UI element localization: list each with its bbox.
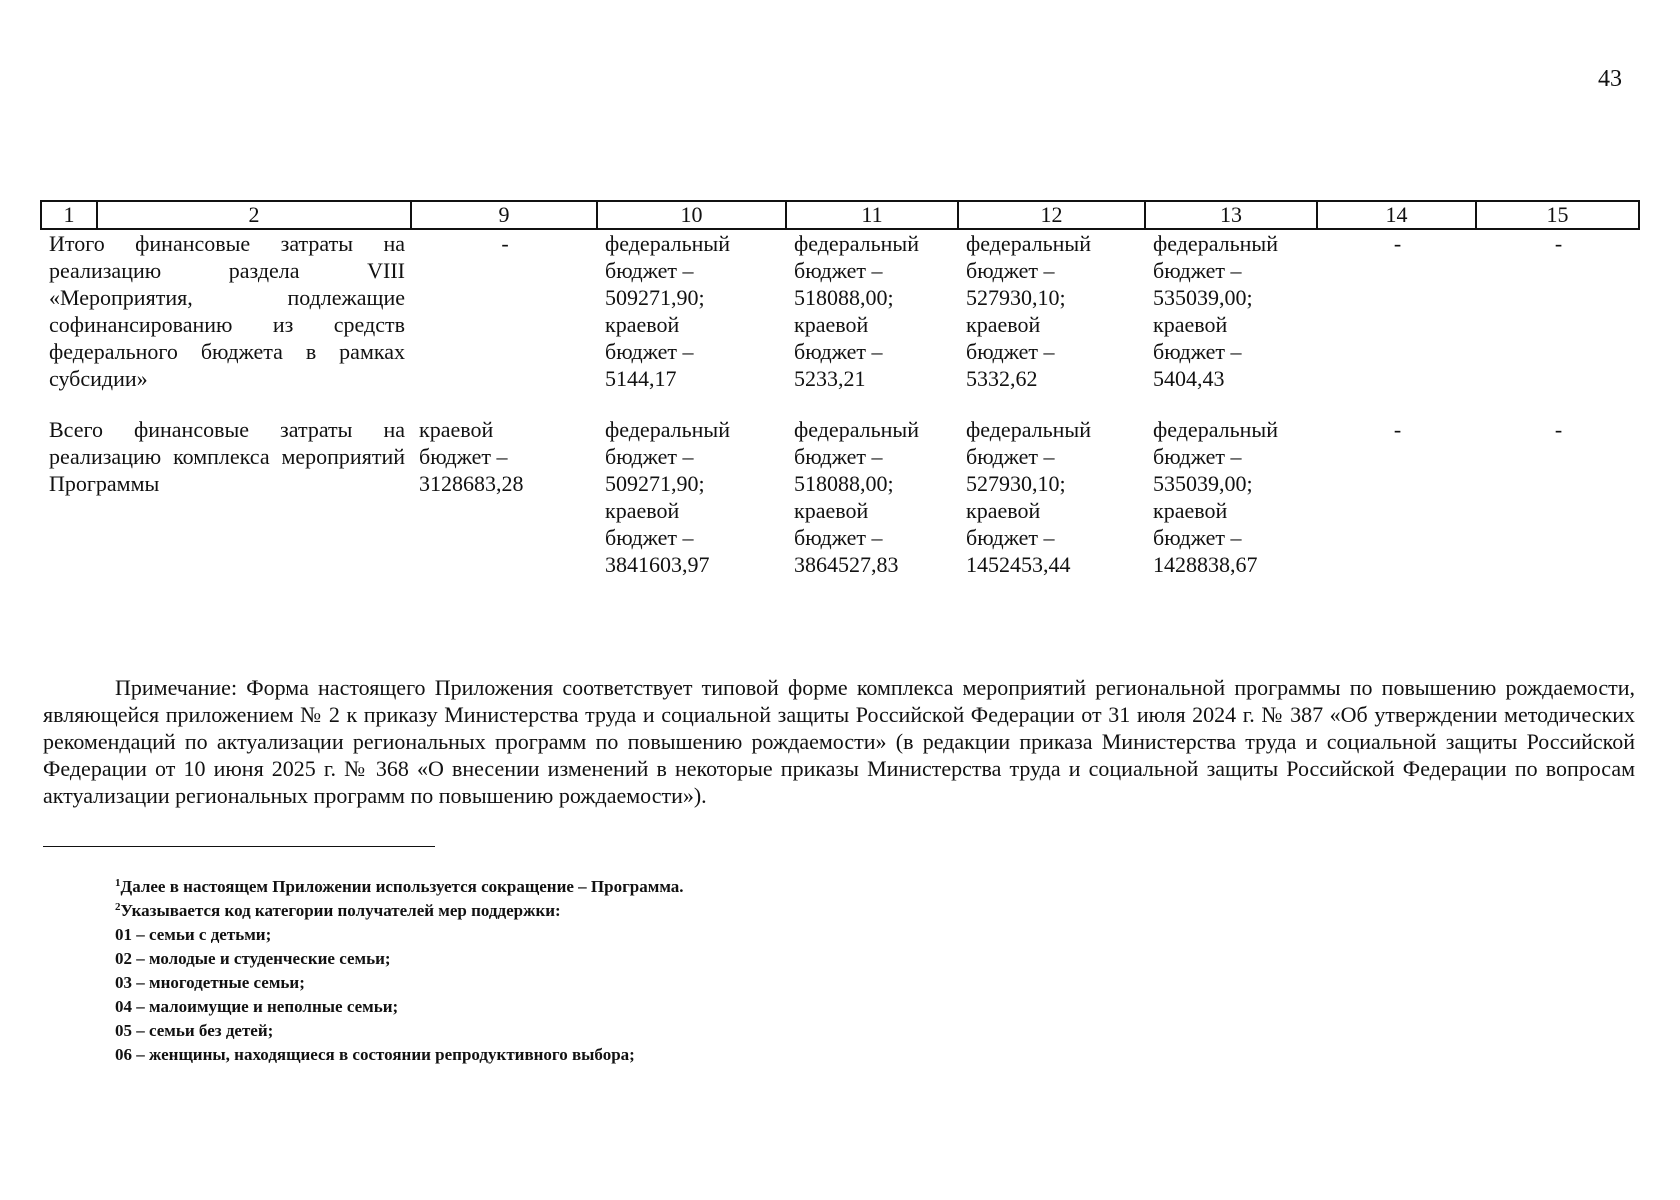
cell-line: 527930,10; — [966, 471, 1066, 496]
cell-line: бюджет – — [794, 444, 883, 469]
cell-line: федеральный — [966, 417, 1091, 442]
cell-line: бюджет – — [1153, 258, 1242, 283]
cell-line: бюджет – — [605, 258, 694, 283]
footnote-code-line: 01 – семьи с детьми; — [115, 925, 272, 944]
row-title: Итого финансовые затраты на реализацию раздела VIII «Мероприятия, подлежащие софинансированию из средств федерального бюджета в рамках субсидии» — [49, 231, 405, 391]
footnote-separator — [43, 846, 435, 847]
cell-line: бюджет – — [966, 258, 1055, 283]
footnote-mark: 2 — [115, 901, 121, 913]
cell-line: 1452453,44 — [966, 552, 1071, 577]
cell-line: бюджет – — [605, 339, 694, 364]
cell-line: краевой — [794, 312, 869, 337]
cell-col-12 — [958, 416, 1145, 578]
footnote — [115, 875, 1015, 899]
cell-line: бюджет – — [1153, 339, 1242, 364]
cell-line: 518088,00; — [794, 471, 894, 496]
cell-line: бюджет – — [1153, 525, 1242, 550]
note-paragraph: Примечание: Форма настоящего Приложения соответствует типовой форме комплекса мероприятий региональной программы по повышению рождаемости, являющейся приложением № 2 к приказу Министерства труда и социальной защиты Российской Федерации от 31 июля 2024 г. № 387 «Об утверждении методических рекомендаций по актуализации региональных программ по повышению рождаемости» (в редакции приказа Министерства труда и социальной защиты Российской Федерации от 10 июня 2025 г. № 368 «О внесении изменений в некоторые приказы Министерства труда и социальной защиты Российской Федерации по вопросам актуализации региональных программ по повышению рождаемости»). — [43, 675, 1635, 808]
cell-col-10 — [597, 229, 786, 416]
cell-col-9: - — [501, 231, 509, 256]
cell-line: федеральный — [1153, 231, 1278, 256]
header-col-11: 11 — [786, 201, 958, 229]
cell-line: бюджет – — [966, 525, 1055, 550]
cell-line: федеральный — [794, 231, 919, 256]
header-col-2: 2 — [97, 201, 411, 229]
budget-table — [40, 200, 1640, 578]
cell-line: краевой — [794, 498, 869, 523]
header-col-14: 14 — [1317, 201, 1476, 229]
cell-col-14: - — [1393, 417, 1402, 442]
cell-line: краевой — [966, 498, 1041, 523]
cell-line: краевой — [966, 312, 1041, 337]
cell-line: бюджет – — [605, 444, 694, 469]
cell-line: 3128683,28 — [419, 471, 524, 496]
cell-col-13 — [1145, 416, 1317, 578]
cell-line: 5404,43 — [1153, 366, 1225, 391]
cell-line: бюджет – — [605, 525, 694, 550]
cell-line: 527930,10; — [966, 285, 1066, 310]
page-number: 43 — [1598, 66, 1622, 92]
footnote-code-line: 04 – малоимущие и неполные семьи; — [115, 997, 399, 1016]
cell-line: бюджет – — [794, 258, 883, 283]
cell-line: 3864527,83 — [794, 552, 899, 577]
cell-col-15: - — [1554, 231, 1563, 256]
cell-line: федеральный — [966, 231, 1091, 256]
footnote-text: Указывается код категории получателей мер поддержки: — [120, 901, 561, 920]
cell-line: федеральный — [605, 231, 730, 256]
footnote — [115, 899, 1015, 923]
footnote-code-line: 06 – женщины, находящиеся в состоянии репродуктивного выбора; — [115, 1045, 635, 1064]
cell-line: краевой — [419, 417, 494, 442]
cell-line: бюджет – — [794, 525, 883, 550]
cell-line: бюджет – — [966, 339, 1055, 364]
cell-line: бюджет – — [1153, 444, 1242, 469]
table-row — [41, 416, 1639, 578]
header-col-1: 1 — [41, 201, 97, 229]
cell-line: 3841603,97 — [605, 552, 710, 577]
cell-line: краевой — [605, 312, 680, 337]
cell-line: 518088,00; — [794, 285, 894, 310]
cell-line: бюджет – — [794, 339, 883, 364]
footnote-code-line: 03 – многодетные семьи; — [115, 973, 305, 992]
header-col-10: 10 — [597, 201, 786, 229]
footnote-text: Далее в настоящем Приложении используется сокращение – Программа. — [120, 877, 684, 896]
footnote-code-line: 02 – молодые и студенческие семьи; — [115, 949, 391, 968]
cell-line: 5332,62 — [966, 366, 1038, 391]
cell-line: бюджет – — [966, 444, 1055, 469]
footnote-code-line: 05 – семьи без детей; — [115, 1021, 274, 1040]
cell-line: 5233,21 — [794, 366, 866, 391]
cell-line: краевой — [605, 498, 680, 523]
cell-col-15: - — [1554, 417, 1563, 442]
footnote-mark: 1 — [115, 877, 121, 889]
cell-col-14: - — [1393, 231, 1402, 256]
cell-col-11 — [786, 229, 958, 416]
header-col-13: 13 — [1145, 201, 1317, 229]
cell-line: 535039,00; — [1153, 471, 1253, 496]
cell-line: федеральный — [605, 417, 730, 442]
cell-line: 509271,90; — [605, 471, 705, 496]
header-col-9: 9 — [411, 201, 597, 229]
cell-line: федеральный — [1153, 417, 1278, 442]
row-title: Всего финансовые затраты на реализацию комплекса мероприятий Программы — [49, 417, 405, 496]
cell-line: краевой — [1153, 312, 1228, 337]
cell-line: краевой — [1153, 498, 1228, 523]
footnotes — [115, 875, 1015, 1067]
table-row — [41, 229, 1639, 416]
cell-line: 1428838,67 — [1153, 552, 1258, 577]
cell-line: 509271,90; — [605, 285, 705, 310]
cell-col-12 — [958, 229, 1145, 416]
cell-line: федеральный — [794, 417, 919, 442]
budget-table-wrapper — [40, 200, 1638, 578]
cell-line: 5144,17 — [605, 366, 677, 391]
cell-col-11 — [786, 416, 958, 578]
header-row — [41, 201, 1639, 229]
cell-line: 535039,00; — [1153, 285, 1253, 310]
cell-col-9 — [411, 416, 597, 578]
cell-col-10 — [597, 416, 786, 578]
header-col-12: 12 — [958, 201, 1145, 229]
cell-col-13 — [1145, 229, 1317, 416]
cell-line: бюджет – — [419, 444, 508, 469]
header-col-15: 15 — [1476, 201, 1639, 229]
